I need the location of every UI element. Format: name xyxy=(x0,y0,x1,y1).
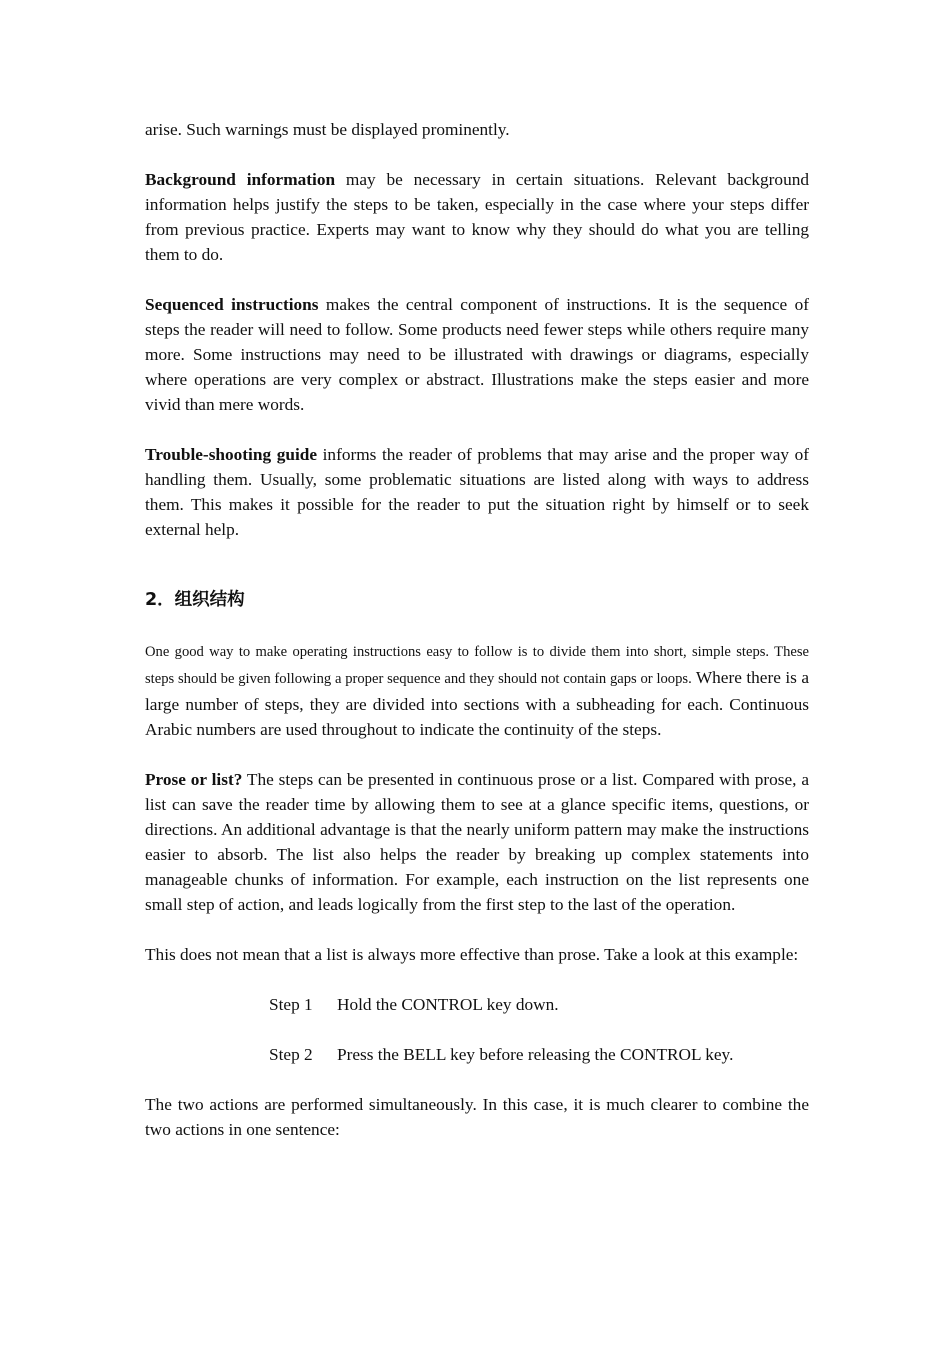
paragraph-background-information xyxy=(145,167,809,267)
step-text: Hold the CONTROL key down. xyxy=(337,995,559,1014)
term-sequenced-instructions: Sequenced instructions xyxy=(145,295,319,314)
step-item xyxy=(269,1042,809,1067)
paragraph-text: The steps can be presented in continuous prose or a list. Compared with prose, a list can save the reader time by allowing them to see at a glance specific items, questions, or directions. An additional advantage is that the nearly uniform pattern may make the instructions easier to absorb. The list also helps the reader by breaking up complex statements into manageable chunks of information. For example, each instruction on the list represents one small step of action, and leads logically from the first step to the last of the operation. xyxy=(145,770,809,914)
example-steps xyxy=(145,992,809,1067)
paragraph-text: may be necessary in certain situations. Relevant background information helps justify the steps to be taken, especially in the case where your steps differ from previous practice. Experts may want to know why they should do what you are telling them to do. xyxy=(145,170,809,264)
paragraph-trouble-shooting-guide xyxy=(145,442,809,542)
term-trouble-shooting-guide: Trouble-shooting guide xyxy=(145,445,318,464)
paragraph-sequenced-instructions xyxy=(145,292,809,417)
document-page xyxy=(145,117,809,1142)
paragraph-text: informs the reader of problems that may arise and the proper way of handling them. Usually, some problematic situations are listed along with ways to address them. This makes it possible for the reader to put the situation right by himself or to seek external help. xyxy=(145,445,810,539)
paragraph-text: This does not mean that a list is always more effective than prose. Take a look at this example: xyxy=(145,945,799,964)
paragraph-text: Where there is a large number of steps, they are divided into sections with a subheading for each. Continuous Arabic numbers are used throughout to indicate the continuity of the steps. xyxy=(145,668,809,739)
step-item xyxy=(269,992,809,1017)
paragraph-conclusion xyxy=(145,1092,809,1142)
section-heading: 2．组织结构 xyxy=(145,590,245,610)
paragraph-warnings xyxy=(145,117,809,142)
step-label: Step 2 xyxy=(269,1045,313,1064)
paragraph-prose-or-list xyxy=(145,767,809,917)
step-label: Step 1 xyxy=(269,995,313,1014)
term-prose-or-list: Prose or list? xyxy=(145,770,243,789)
paragraph-example-intro xyxy=(145,942,809,967)
paragraph-text: makes the central component of instructions. It is the sequence of steps the reader will need to follow. Some products need fewer steps while others require many more. Some instructions may need to be illustrated with drawings or diagrams, especially where operations are very complex or abstract. Illustrations make the steps easier and more vivid than mere words. xyxy=(145,295,810,414)
paragraph-organization xyxy=(145,638,809,742)
term-background-information: Background information xyxy=(145,170,336,189)
paragraph-text: The two actions are performed simultaneously. In this case, it is much clearer to combine the two actions in one sentence: xyxy=(145,1095,809,1139)
step-text: Press the BELL key before releasing the CONTROL key. xyxy=(337,1045,734,1064)
paragraph-text: arise. Such warnings must be displayed prominently. xyxy=(145,120,510,139)
paragraph-small-text: One good way to make operating instructions easy to follow is to divide them into short, simple steps. These steps should be given following a proper sequence and they should not contain gaps or loops. xyxy=(145,644,809,687)
